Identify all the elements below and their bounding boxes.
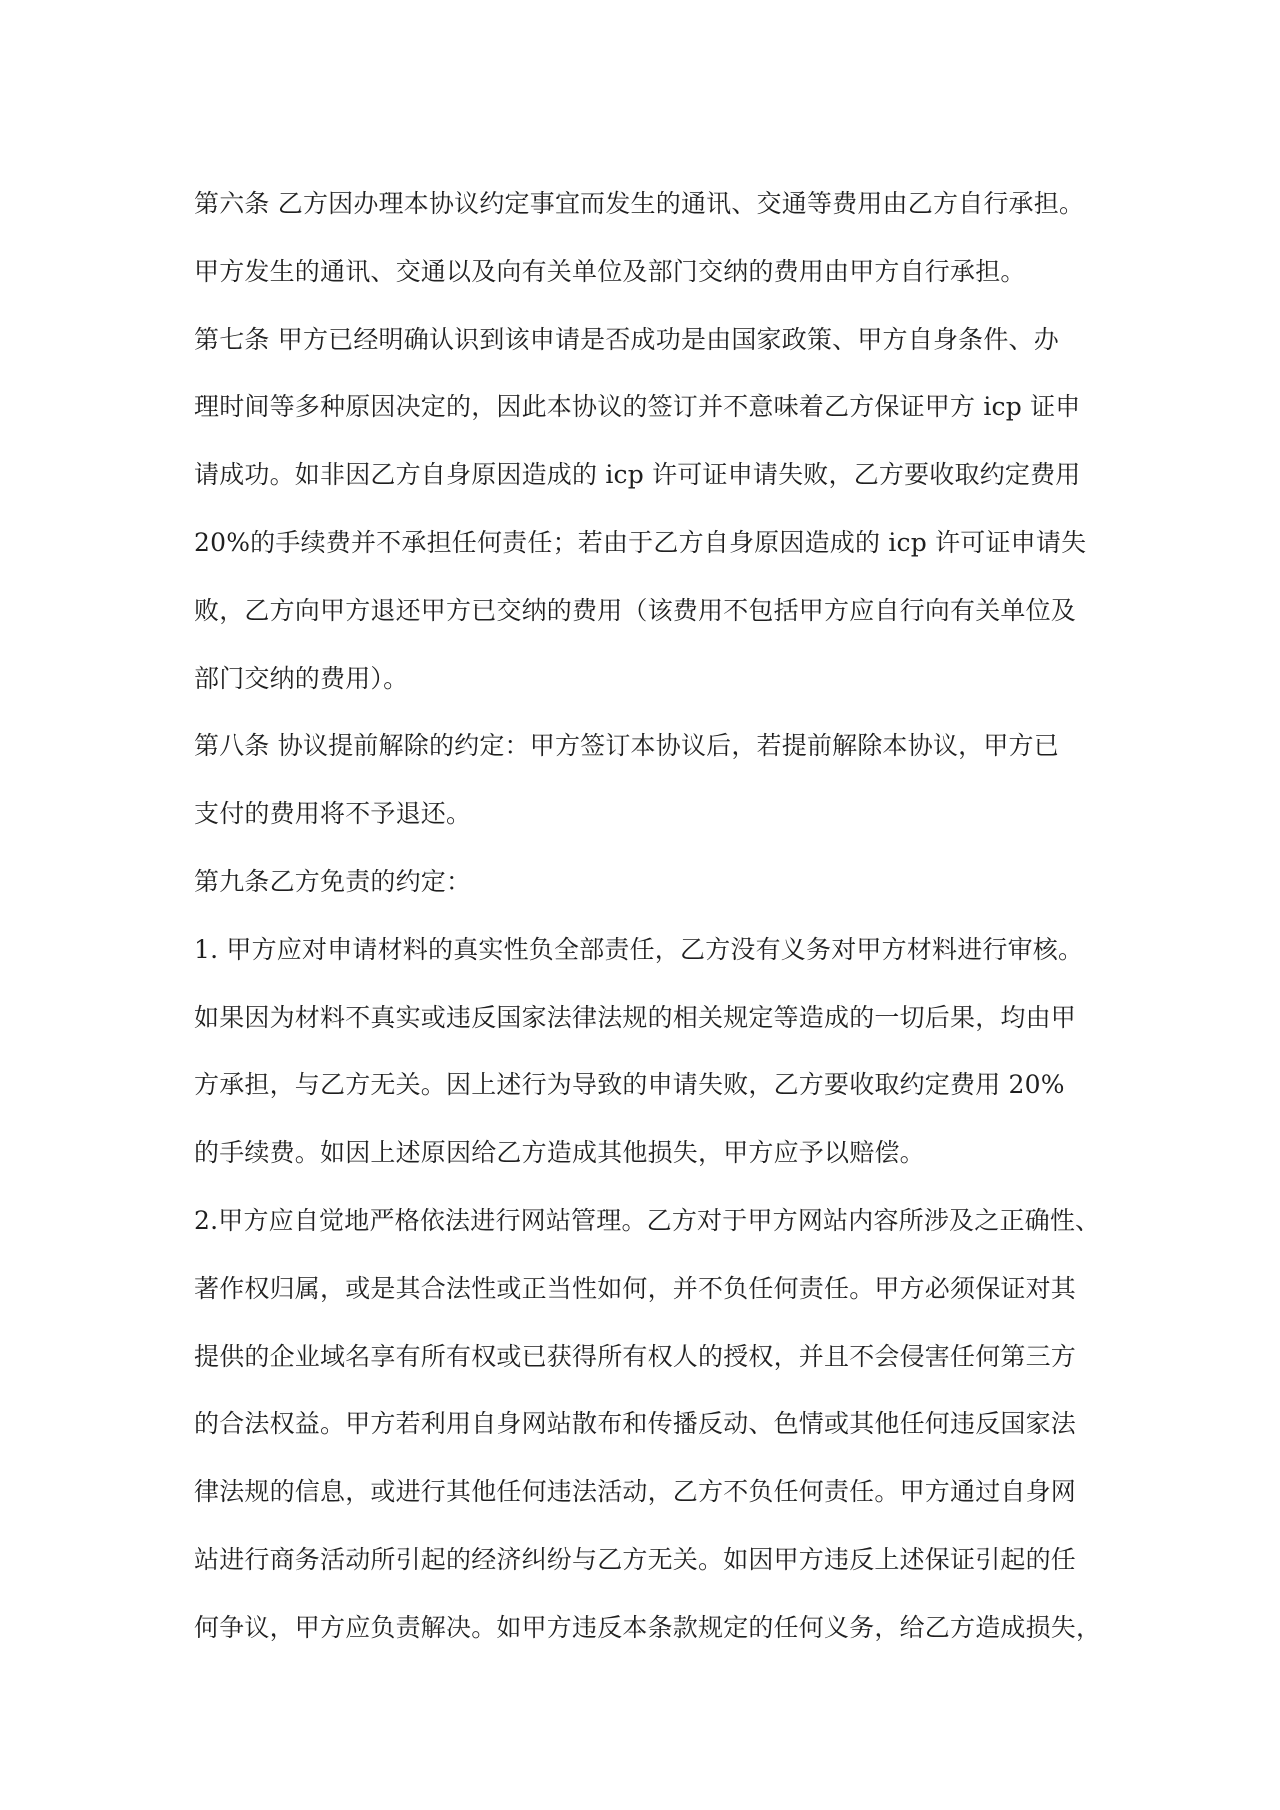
text-line: 站进行商务活动所引起的经济纠纷与乙方无关。如因甲方违反上述保证引起的任 [194,1544,1077,1574]
text-line: 第八条 协议提前解除的约定：甲方签订本协议后，若提前解除本协议，甲方已 [194,731,1059,761]
text-line: 第六条 乙方因办理本协议约定事宜而发生的通讯、交通等费用由乙方自行承担。 [194,189,1085,218]
text-line: 1. 甲方应对申请材料的真实性负全部责任，乙方没有义务对甲方材料进行审核。 [194,934,1084,964]
text-line: 支付的费用将不予退还。 [194,799,472,829]
text-line: 2.甲方应自觉地严格依法进行网站管理。乙方对于甲方网站内容所涉及之正确性、 [194,1205,1101,1235]
text-line: 第七条 甲方已经明确认识到该申请是否成功是由国家政策、甲方自身条件、办 [194,324,1059,354]
text-line: 如果因为材料不真实或违反国家法律法规的相关规定等造成的一切后果，均由甲 [194,1002,1077,1032]
text-line: 请成功。如非因乙方自身原因造成的 icp 许可证申请失败，乙方要收取约定费用 [194,460,1081,490]
text-line: 何争议，甲方应负责解决。如甲方违反本条款规定的任何义务，给乙方造成损失， [194,1612,1102,1642]
text-line: 败，乙方向甲方退还甲方已交纳的费用（该费用不包括甲方应自行向有关单位及 [194,595,1077,625]
text-line: 部门交纳的费用）。 [194,663,409,693]
text-line: 方承担，与乙方无关。因上述行为导致的申请失败，乙方要收取约定费用 20% [194,1070,1065,1100]
text-line: 著作权归属，或是其合法性或正当性如何，并不负任何责任。甲方必须保证对其 [194,1273,1077,1303]
text-line: 的手续费。如因上述原因给乙方造成其他损失，甲方应予以赔偿。 [194,1138,925,1168]
text-line: 的合法权益。甲方若利用自身网站散布和传播反动、色情或其他任何违反国家法 [194,1409,1077,1439]
text-line: 20%的手续费并不承担任何责任；若由于乙方自身原因造成的 icp 许可证申请失 [194,527,1087,557]
text-line: 律法规的信息，或进行其他任何违法活动，乙方不负任何责任。甲方通过自身网 [194,1477,1077,1507]
text-line: 理时间等多种原因决定的，因此本协议的签订并不意味着乙方保证甲方 icp 证申 [194,392,1081,422]
text-line: 提供的企业域名享有所有权或已获得所有权人的授权，并且不会侵害任何第三方 [194,1341,1077,1371]
document-body [194,170,1114,1662]
text-line: 第九条乙方免责的约定： [194,866,472,896]
text-line: 甲方发生的通讯、交通以及向有关单位及部门交纳的费用由甲方自行承担。 [194,256,1026,286]
